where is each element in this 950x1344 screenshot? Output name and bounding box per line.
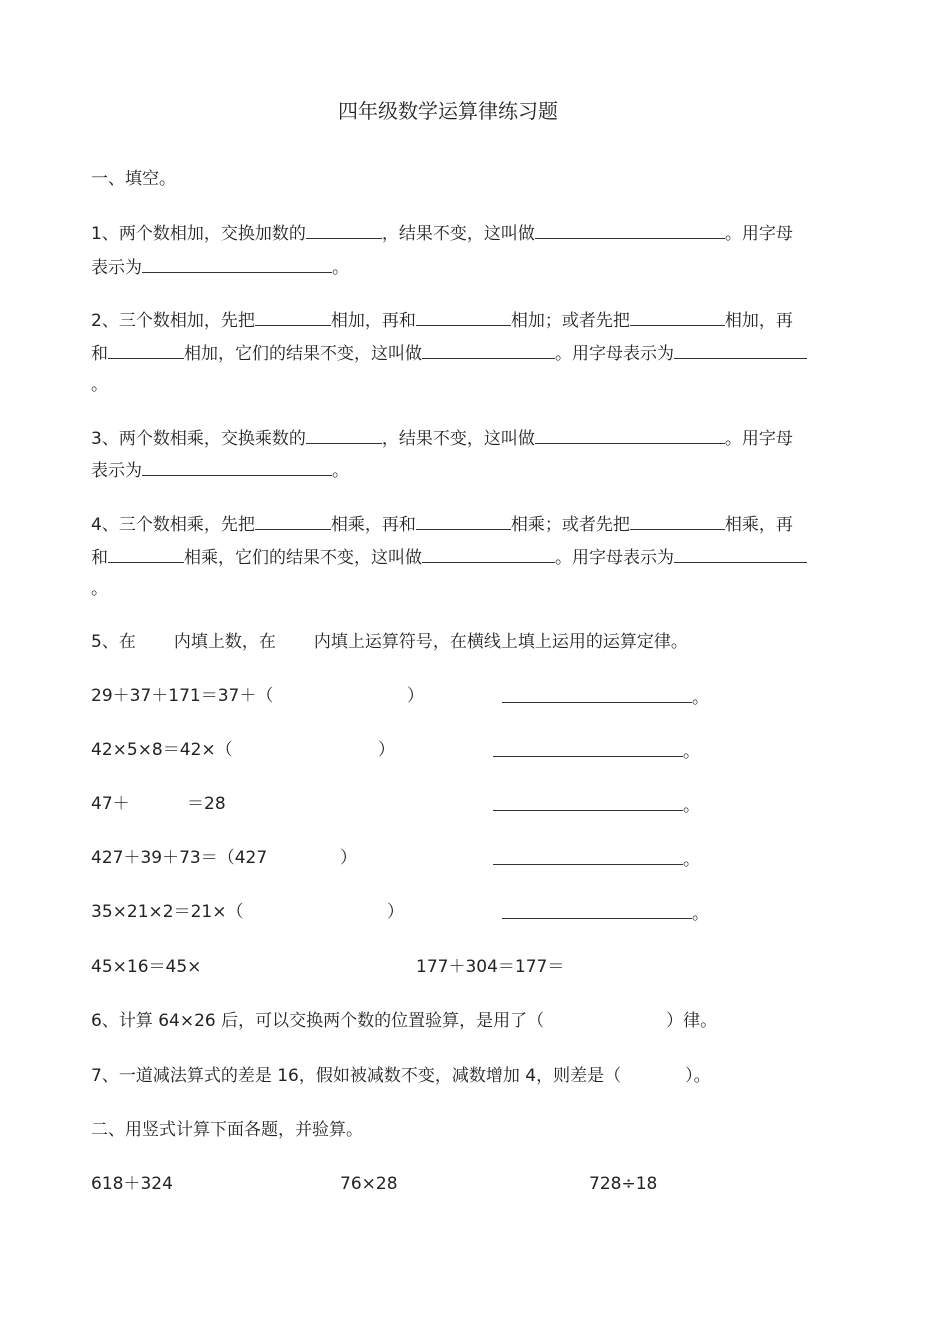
q3-blank-1[interactable] — [306, 426, 382, 444]
q1-text-b: ，结果不变，这叫做 — [381, 224, 535, 244]
question-4-line-1 — [91, 512, 793, 536]
q5-row-6-right: 177＋304＝177＝ — [416, 957, 565, 977]
q3-text-c: 。用字母 — [724, 429, 793, 449]
q5-text-c: 内填上运算符号，在横线上填上运用的运算定律。 — [313, 632, 688, 652]
q5-text-b: 内填上数，在 — [173, 632, 276, 652]
question-3-line-1 — [91, 426, 793, 450]
q4-text-f: 相乘，它们的结果不变，这叫做 — [184, 548, 422, 568]
q2-text-h: 。 — [91, 375, 108, 395]
q4-blank-6[interactable] — [674, 545, 807, 563]
q5-row-2-right: ） — [378, 740, 395, 760]
q5-row-1-end: 。 — [692, 688, 709, 708]
q4-text-b: 相乘，再和 — [330, 515, 416, 535]
q2-text-a: 2、三个数相加，先把 — [91, 311, 255, 331]
q3-blank-2[interactable] — [535, 426, 725, 444]
q4-blank-2[interactable] — [416, 512, 511, 530]
q5-row-4-answer — [493, 847, 700, 871]
q5-row-4-end: 。 — [683, 850, 700, 870]
q2-text-f: 相加，它们的结果不变，这叫做 — [184, 344, 422, 364]
q1-text-a: 1、两个数相加，交换加数的 — [91, 224, 306, 244]
q5-row-4-right: ） — [340, 848, 357, 868]
q2-text-c: 相加；或者先把 — [510, 311, 630, 331]
q5-text-a: 5、在 — [91, 632, 136, 652]
q2-blank-2[interactable] — [416, 308, 511, 326]
q3-text-a: 3、两个数相乘，交换乘数的 — [91, 429, 306, 449]
q5-row-5-answer — [502, 901, 709, 925]
q2-blank-5[interactable] — [422, 341, 555, 359]
q2-blank-4[interactable] — [108, 341, 184, 359]
q5-row-3-right: ＝28 — [187, 794, 226, 814]
question-1-line-1 — [91, 221, 793, 245]
q3-blank-3[interactable] — [142, 458, 332, 476]
q5-row-4-left: 427＋39＋73＝（427 — [91, 848, 268, 868]
q4-text-d: 相乘，再 — [724, 515, 793, 535]
q3-text-b: ，结果不变，这叫做 — [381, 429, 535, 449]
q5-row-5-blank[interactable] — [502, 901, 692, 919]
q5-row-1-left: 29＋37＋171＝37＋（ — [91, 686, 274, 706]
q6-text-a: 6、计算 64×26 后，可以交换两个数的位置验算，是用了（ — [91, 1011, 545, 1031]
q7-text-a: 7、一道减法算式的差是 16，假如被减数不变，减数增加 4，则差是（ — [91, 1066, 622, 1086]
question-2-line-2 — [91, 341, 807, 365]
q4-text-h: 。 — [91, 579, 108, 599]
q2-blank-6[interactable] — [674, 341, 807, 359]
page-title: 四年级数学运算律练习题 — [338, 99, 558, 123]
q2-text-g: 。用字母表示为 — [555, 344, 674, 364]
q3-text-d: 表示为 — [91, 461, 142, 481]
q5-row-2-end: 。 — [683, 742, 700, 762]
q5-row-3-blank[interactable] — [493, 793, 683, 811]
q5-row-5-right: ） — [387, 902, 404, 922]
calc-problem-3: 728÷18 — [589, 1174, 658, 1194]
q5-row-1-right: ） — [407, 686, 424, 706]
q2-text-e: 和 — [91, 344, 108, 364]
q5-row-2-answer — [493, 739, 700, 763]
q2-text-b: 相加，再和 — [330, 311, 416, 331]
q5-row-5-left: 35×21×2＝21×（ — [91, 902, 244, 922]
q4-blank-4[interactable] — [108, 545, 184, 563]
question-4-line-2 — [91, 545, 807, 569]
q4-text-c: 相乘；或者先把 — [510, 515, 630, 535]
q1-blank-3[interactable] — [142, 255, 332, 273]
q4-text-a: 4、三个数相乘，先把 — [91, 515, 255, 535]
q5-row-2-left: 42×5×8＝42×（ — [91, 740, 233, 760]
q5-row-1-blank[interactable] — [502, 685, 692, 703]
q5-row-1-answer — [502, 685, 709, 709]
q1-text-c: 。用字母 — [724, 224, 793, 244]
q4-text-e: 和 — [91, 548, 108, 568]
q4-text-g: 。用字母表示为 — [555, 548, 674, 568]
q4-blank-5[interactable] — [422, 545, 555, 563]
question-2-line-1 — [91, 308, 793, 332]
question-5-intro — [91, 631, 688, 653]
q5-row-3-answer — [493, 793, 700, 817]
question-7 — [91, 1065, 711, 1087]
q5-row-3-end: 。 — [683, 796, 700, 816]
question-1-line-2 — [91, 255, 349, 279]
q1-text-d: 表示为 — [91, 258, 142, 278]
q5-row-6-left: 45×16＝45× — [91, 957, 202, 977]
q1-blank-1[interactable] — [306, 221, 382, 239]
q4-blank-3[interactable] — [630, 512, 725, 530]
q7-text-b: ）。 — [685, 1066, 711, 1086]
q5-row-3-left: 47＋ — [91, 794, 130, 814]
question-3-line-2 — [91, 458, 349, 482]
question-6 — [91, 1010, 717, 1032]
section-heading-vertical-calc: 二、用竖式计算下面各题，并验算。 — [91, 1120, 363, 1140]
q2-blank-3[interactable] — [630, 308, 725, 326]
q3-text-e: 。 — [332, 461, 349, 481]
q2-text-d: 相加，再 — [724, 311, 793, 331]
q5-row-5-end: 。 — [692, 904, 709, 924]
q2-blank-1[interactable] — [255, 308, 331, 326]
q6-text-b: ）律。 — [666, 1011, 718, 1031]
q5-row-4-blank[interactable] — [493, 847, 683, 865]
calc-problem-1: 618＋324 — [91, 1174, 173, 1194]
q5-row-2-blank[interactable] — [493, 739, 683, 757]
q1-blank-2[interactable] — [535, 221, 725, 239]
section-heading-fill-in: 一、填空。 — [91, 169, 176, 189]
q4-blank-1[interactable] — [255, 512, 331, 530]
q1-text-e: 。 — [332, 258, 349, 278]
calc-problem-2: 76×28 — [340, 1174, 398, 1194]
